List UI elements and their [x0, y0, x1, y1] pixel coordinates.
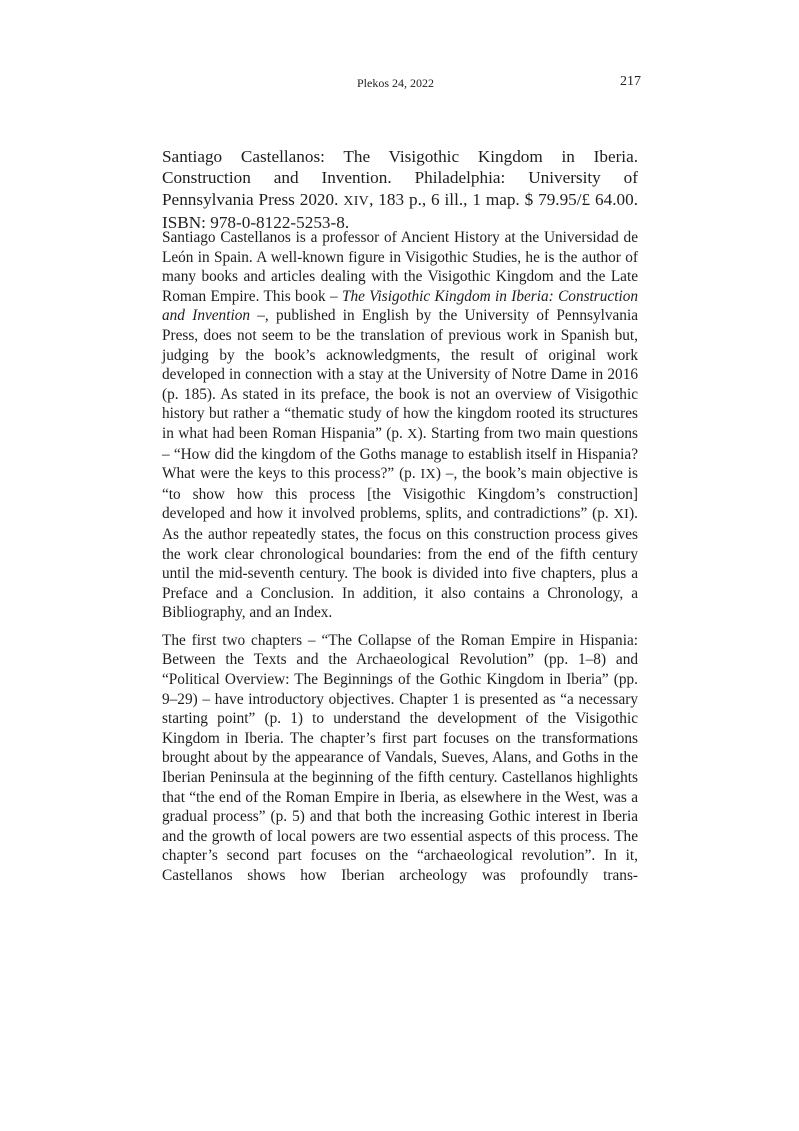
review-citation — [162, 146, 638, 233]
citation-roman-pages: XIV — [343, 193, 370, 209]
running-title: Plekos 24, 2022 — [357, 76, 435, 90]
citation-author-title: Santiago Castellanos: The Visigothic Kingdom in Iberia. Construction and Invention. Philadelphia: University of Pennsylvania Press 2020. — [162, 147, 638, 209]
citation-details: , 183 p., 6 ill., 1 map. $ 79.95/£ 64.00. ISBN: 978-0-8122-5253-8. — [162, 189, 639, 232]
book-title: The Visigothic Kingdom in Iberia: Construction and Invention — [162, 287, 638, 325]
paragraph-2: The first two chapters – “The Collapse of the Roman Empire in Hispania: Between the Texts and the Archaeological Revolution” (pp. 1–8) and “Political Overview: The Beginnings of the Gothic Kingdom in Iberia” (pp. 9–29) – have introductory objectives. Chapter 1 is presented as “a necessary starting point” (p. 1) to understand the development of the Visigothic Kingdom in Iberia. The chapter’s first part focuses on the transformations brought about by the appearance of Vandals, Sueves, Alans, and Goths in the Iberian Peninsula at the beginning of the fifth century. Castellanos highlights that “the end of the Roman Empire in Iberia, as elsewhere in the West, was a gradual process” (p. 5) and that both the increasing Gothic interest in Iberia and the growth of local powers are two essential aspects of this process. The chapter’s second part focuses on the “archaeological revolution”. In it, Castellanos shows how Iberian archeology was profoundly trans- — [162, 631, 638, 884]
review-body — [162, 228, 638, 886]
paragraph-1: Santiago Castellanos is a professor of Ancient History at the Universidad de León in Spain. A well-known figure in Visigothic Studies, he is the author of many books and articles dealing with the Visigothic Kingdom and the Late Roman Empire. This book – The Visigothic Kingdom in Iberia: Construction and Invention –, published in English by the University of Pennsylvania Press, does not seem to be the translation of previous work in Spanish but, judging by the book’s acknowledgments, the result of original work developed in connection with a stay at the University of Notre Dame in 2016 (p. 185). As stated in its preface, the book is not an overview of Visigothic history but rather a “thematic study of how the kingdom rooted its structures in what had been Roman Hispania” (p. X). Starting from two main questions – “How did the kingdom of the Goths manage to establish itself in Hispania? What were the keys to this process?” (p. IX) –, the book’s main objective is “to show how this process [the Visigothic Kingdom’s construction] developed and how it involved problems, splits, and contradictions” (p. XI). As the author repeatedly states, the focus on this construction process gives the work clear chronological boundaries: from the end of the fifth century until the mid-seventh century. The book is divided into five chapters, plus a Preface and a Conclusion. In addition, it also contains a Chronology, a Bibliography, and an Index. — [162, 229, 638, 622]
page-number: 217 — [620, 74, 641, 89]
